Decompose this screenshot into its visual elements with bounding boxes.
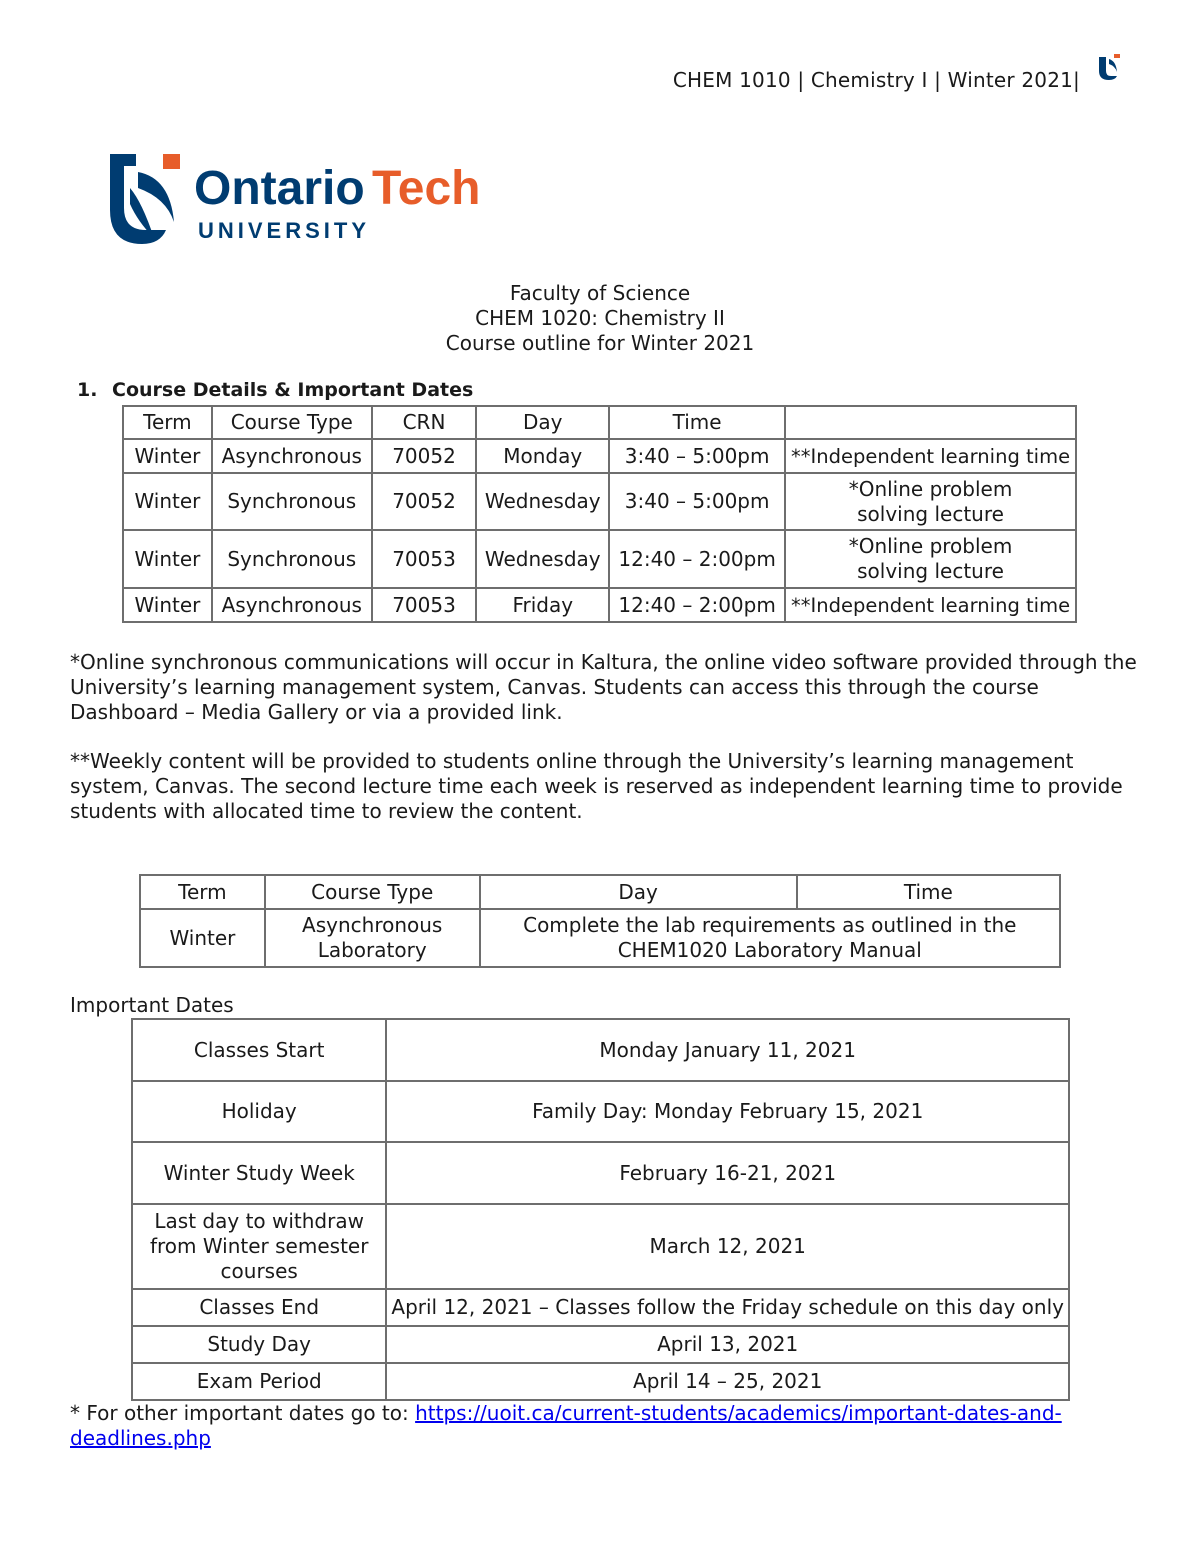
header-cell: Time [797, 875, 1060, 909]
important-dates-table [131, 1018, 1070, 1401]
header-cell: Day [476, 406, 609, 439]
date-value: Monday January 11, 2021 [386, 1019, 1069, 1081]
cell-crn: 70053 [372, 588, 477, 622]
course-name: CHEM 1020: Chemistry II [475, 306, 725, 330]
cell-term: Winter [123, 439, 212, 473]
footnote-text: * For other important dates go to: [70, 1401, 416, 1425]
running-header: CHEM 1010 | Chemistry I | Winter 2021| [672, 68, 1080, 92]
table-row [132, 1019, 1069, 1081]
cell-type: Asynchronous [212, 439, 372, 473]
cell-term: Winter [140, 909, 265, 967]
cell-type: Asynchronous [212, 588, 372, 622]
university-small-logo-icon [1096, 52, 1122, 82]
date-value: March 12, 2021 [386, 1204, 1069, 1289]
date-event: Study Day [132, 1326, 386, 1363]
table-row [123, 588, 1076, 622]
date-value: April 14 – 25, 2021 [386, 1363, 1069, 1400]
header-cell [785, 406, 1076, 439]
cell-day: Wednesday [476, 530, 609, 588]
important-dates-link[interactable]: https://uoit.ca/current-students/academics/important-dates-and-deadlines.php [70, 1401, 1062, 1450]
header-cell: CRN [372, 406, 477, 439]
header-cell: Term [123, 406, 212, 439]
faculty-name: Faculty of Science [509, 281, 691, 305]
cell-note: *Online problem solving lecture [785, 530, 1076, 588]
table-row [132, 1326, 1069, 1363]
description-line: Complete the lab requirements as outlined in the [523, 913, 1017, 937]
cell-time: 3:40 – 5:00pm [609, 439, 785, 473]
date-value: April 13, 2021 [386, 1326, 1069, 1363]
cell-type [265, 909, 480, 967]
date-event: Winter Study Week [132, 1142, 386, 1204]
cell-type: Synchronous [212, 530, 372, 588]
header-cell: Day [480, 875, 797, 909]
cell-crn: 70052 [372, 439, 477, 473]
schedule-header-row [123, 406, 1076, 439]
header-cell: Time [609, 406, 785, 439]
type-line: Asynchronous [302, 913, 443, 937]
note-weekly-content: **Weekly content will be provided to students online through the University’s learning management system, Canvas. The second lecture time each week is reserved as independent learning time to provide students with allocated time to review the content. [70, 749, 1123, 823]
date-value: February 16-21, 2021 [386, 1142, 1069, 1204]
lab-table [139, 874, 1061, 968]
cell-time: 12:40 – 2:00pm [609, 588, 785, 622]
date-event: Classes End [132, 1289, 386, 1326]
date-event: Holiday [132, 1081, 386, 1142]
table-row [123, 439, 1076, 473]
schedule-table [122, 405, 1077, 623]
type-line: Laboratory [317, 938, 427, 962]
section-number: 1. [77, 379, 98, 401]
cell-lab-description [480, 909, 1060, 967]
cell-day: Wednesday [476, 473, 609, 530]
title-block [0, 281, 1200, 356]
cell-note: **Independent learning time [785, 588, 1076, 622]
cell-time: 3:40 – 5:00pm [609, 473, 785, 530]
cell-note: **Independent learning time [785, 439, 1076, 473]
description-line: CHEM1020 Laboratory Manual [617, 938, 922, 962]
table-row [132, 1363, 1069, 1400]
cell-day: Friday [476, 588, 609, 622]
cell-crn: 70053 [372, 530, 477, 588]
table-row [132, 1081, 1069, 1142]
logo-brand-ontario: Ontario [194, 162, 365, 215]
header-cell: Course Type [265, 875, 480, 909]
table-row [123, 473, 1076, 530]
date-value: Family Day: Monday February 15, 2021 [386, 1081, 1069, 1142]
table-row [140, 909, 1060, 967]
important-dates-label: Important Dates [70, 993, 234, 1017]
table-row [132, 1142, 1069, 1204]
cell-term: Winter [123, 588, 212, 622]
cell-term: Winter [123, 473, 212, 530]
cell-crn: 70052 [372, 473, 477, 530]
section-heading [77, 379, 473, 401]
header-cell: Course Type [212, 406, 372, 439]
footnote [70, 1401, 1130, 1451]
table-row [132, 1204, 1069, 1289]
ontario-tech-university-logo [108, 152, 508, 248]
date-value: April 12, 2021 – Classes follow the Friday schedule on this day only [386, 1289, 1069, 1326]
note-synchronous: *Online synchronous communications will occur in Kaltura, the online video software provided through the University’s learning management system, Canvas. Students can access this through the course Dashboard – Media Gallery or via a provided link. [70, 650, 1137, 724]
logo-brand-sub: UNIVERSITY [198, 218, 371, 243]
cell-type: Synchronous [212, 473, 372, 530]
cell-term: Winter [123, 530, 212, 588]
cell-note: *Online problem solving lecture [785, 473, 1076, 530]
lab-header-row [140, 875, 1060, 909]
logo-brand-tech: Tech [372, 162, 481, 215]
date-event: Classes Start [132, 1019, 386, 1081]
table-row [132, 1289, 1069, 1326]
cell-day: Monday [476, 439, 609, 473]
section-title: Course Details & Important Dates [112, 379, 474, 401]
outline-title: Course outline for Winter 2021 [445, 331, 755, 355]
table-row [123, 530, 1076, 588]
header-cell: Term [140, 875, 265, 909]
date-event: Last day to withdraw from Winter semester courses [132, 1204, 386, 1289]
cell-time: 12:40 – 2:00pm [609, 530, 785, 588]
date-event: Exam Period [132, 1363, 386, 1400]
